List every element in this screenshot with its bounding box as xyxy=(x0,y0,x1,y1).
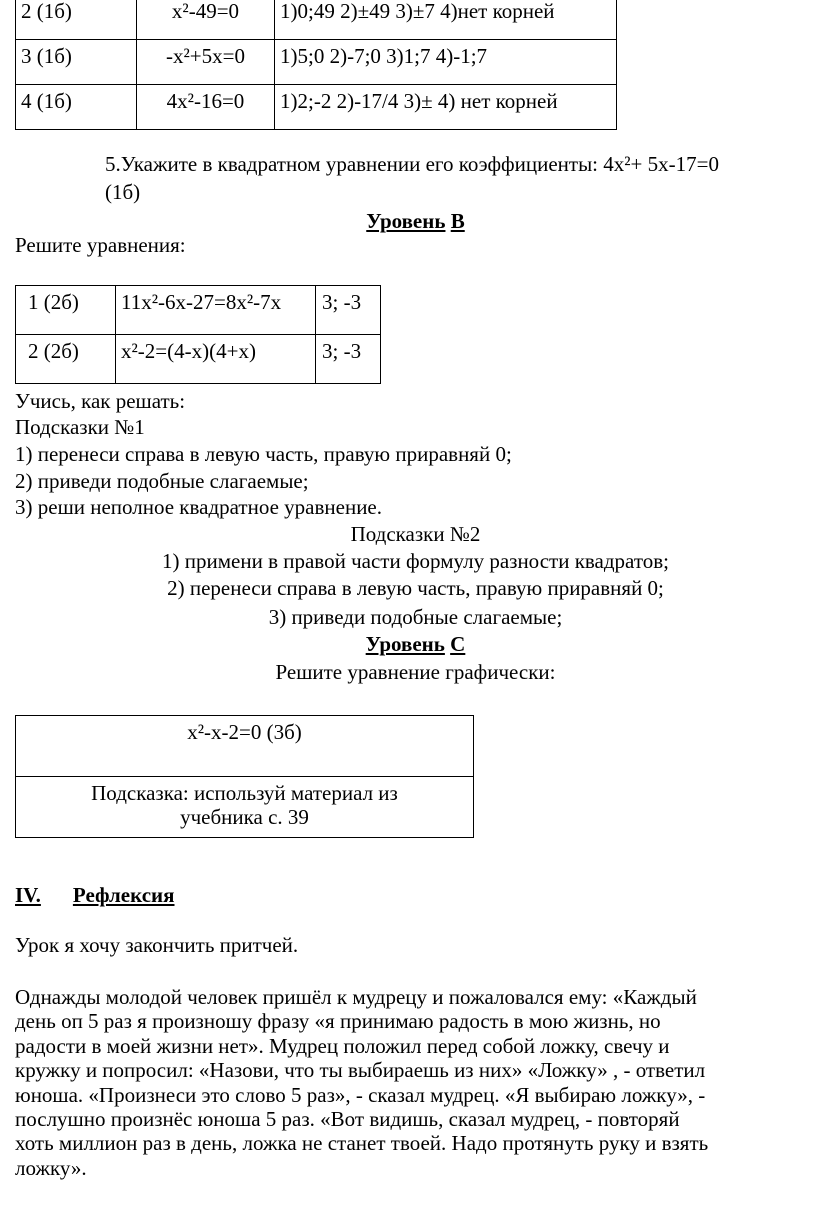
parable-line: Однажды молодой человек пришёл к мудрецу и пожаловался ему: «Каждый xyxy=(15,985,697,1009)
task-answer: 3; -3 xyxy=(316,286,381,335)
table-quadratic-equations-b xyxy=(15,285,381,384)
hints1-title: Подсказки №1 xyxy=(15,415,145,439)
parable-line: день оп 5 раз я произношу фразу «я принимаю радость в мою жизнь, но xyxy=(15,1009,661,1034)
task-number: 2 (2б) xyxy=(16,335,116,384)
table-row xyxy=(16,777,474,838)
hint-item: 2) перенеси справа в левую часть, правую приравняй 0; xyxy=(167,576,664,600)
task-equation: -x²+5x=0 xyxy=(137,40,275,85)
level-word: Уровень xyxy=(365,632,445,656)
task-equation: x²-2=(4-x)(4+x) xyxy=(116,335,316,384)
task5-points: (1б) xyxy=(105,180,141,204)
level-letter: В xyxy=(450,209,465,233)
task-number: 3 (1б) xyxy=(16,40,137,85)
graph-hint-line: учебника с. 39 xyxy=(180,805,309,829)
table-row xyxy=(16,286,381,335)
task-number: 1 (2б) xyxy=(16,286,116,335)
hints-intro: Учись, как решать: xyxy=(15,389,186,413)
hint-item: 1) перенеси справа в левую часть, правую приравняй 0; xyxy=(15,442,512,466)
task-answers: 1)0;49 2)±49 3)±7 4)нет корней xyxy=(275,0,617,40)
table-row xyxy=(16,0,617,40)
level-b-heading xyxy=(15,209,816,233)
parable-line: ложку». xyxy=(15,1155,87,1180)
parable-line: послушно произнёс юноша 5 раз. «Вот видишь, сказал мудрец, - повторяй xyxy=(15,1107,680,1132)
task-equation: 4x²-16=0 xyxy=(137,85,275,130)
parable-line: радости в моей жизни нет». Мудрец положил перед собой ложку, свечу и xyxy=(15,1033,670,1058)
task-answer: 3; -3 xyxy=(316,335,381,384)
parable-line: кружку и попросил: «Назови, что ты выбираешь из них» «Ложку» , - ответил xyxy=(15,1058,706,1083)
level-word: Уровень xyxy=(366,209,446,233)
hint-item: 3) реши неполное квадратное уравнение. xyxy=(15,495,382,519)
solve-equations-label: Решите уравнения: xyxy=(15,233,186,257)
task-answers: 1)5;0 2)-7;0 3)1;7 4)-1;7 xyxy=(275,40,617,85)
graph-equation: x²-x-2=0 (3б) xyxy=(16,716,474,777)
table-row xyxy=(16,40,617,85)
task-equation: 11x²-6x-27=8x²-7x xyxy=(116,286,316,335)
table-row xyxy=(16,716,474,777)
parable-text xyxy=(15,985,815,1180)
parable-line: юноша. «Произнеси это слово 5 раз», - сказал мудрец. «Я выбираю ложку», - xyxy=(15,1082,706,1107)
parable-line: хоть миллион раз в день, ложка не станет твоей. Надо протянуть руку и взять xyxy=(15,1131,709,1156)
graph-hint xyxy=(16,777,474,838)
section-title: Рефлексия xyxy=(72,883,175,907)
hint-item: 2) приведи подобные слагаемые; xyxy=(15,469,309,493)
level-letter: С xyxy=(450,632,466,656)
section-number: IV. xyxy=(15,883,41,907)
section-heading xyxy=(15,883,175,907)
table-quadratic-equations-a xyxy=(15,0,617,130)
hint-item: 3) приведи подобные слагаемые; xyxy=(268,605,563,629)
table-graphical-equation xyxy=(15,715,474,838)
solve-graphically-label: Решите уравнение графически: xyxy=(275,660,556,684)
task-number: 2 (1б) xyxy=(16,0,137,40)
table-row xyxy=(16,335,381,384)
graph-hint-line: Подсказка: используй материал из xyxy=(91,781,398,805)
task5-line: 5.Укажите в квадратном уравнении его коэффициенты: 4x²+ 5x-17=0 xyxy=(105,152,719,176)
hint-item: 1) примени в правой части формулу разности квадратов; xyxy=(162,549,669,573)
level-c-heading xyxy=(15,632,816,656)
task-answers: 1)2;-2 2)-17/4 3)± 4) нет корней xyxy=(275,85,617,130)
lesson-intro: Урок я хочу закончить притчей. xyxy=(15,933,299,957)
task-number: 4 (1б) xyxy=(16,85,137,130)
hints2-title: Подсказки №2 xyxy=(350,522,481,546)
table-row xyxy=(16,85,617,130)
task-equation: x²-49=0 xyxy=(137,0,275,40)
